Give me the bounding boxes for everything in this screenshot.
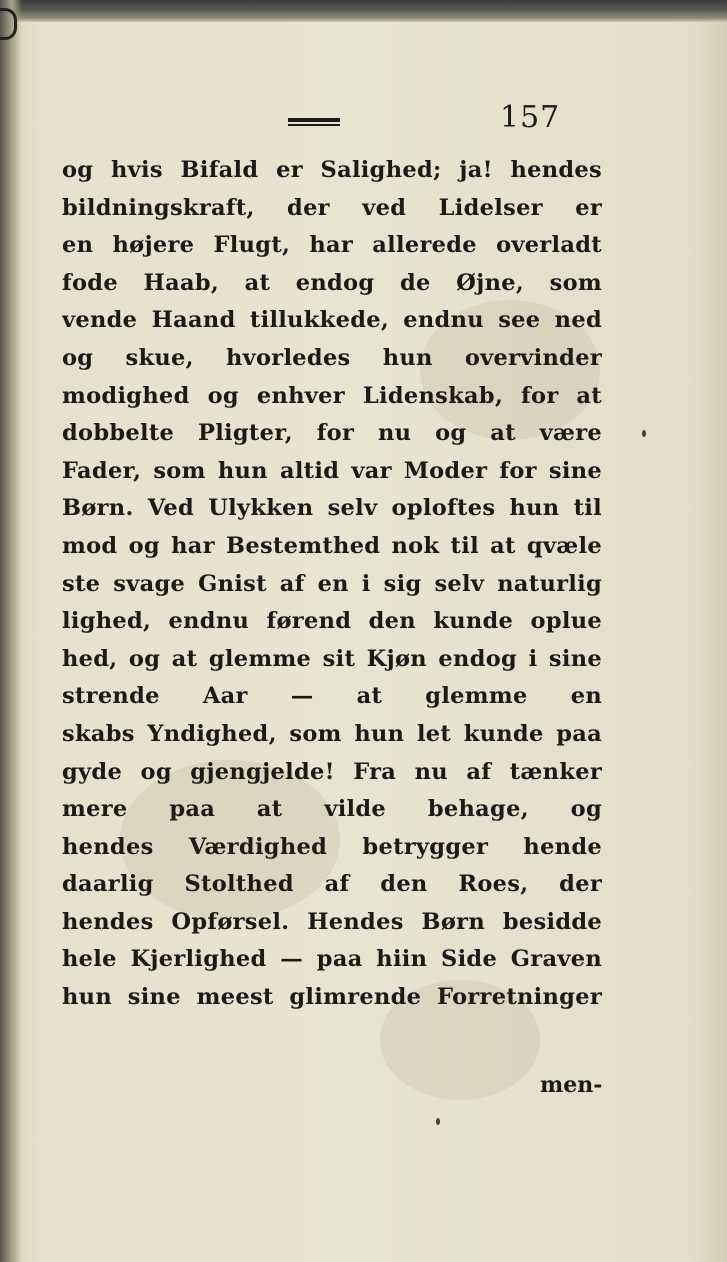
text-line: hendes Værdighed betrygger hende [62,833,602,860]
text-line: og hvis Bifald er Salighed; ja! hendes [62,157,602,183]
text-line: mere paa at vilde behage, og [62,796,602,823]
binding-clip-icon [0,8,17,40]
text-line: hun sine meest glimrende Forretninger [62,984,602,1011]
text-line: Børn. Ved Ulykken selv oploftes hun til [62,495,602,522]
ink-speck [642,430,646,437]
text-line: fode Haab, at endog de Øjne, som [62,269,602,296]
catchword: men- [540,1072,603,1098]
page-number: 157 [500,100,561,135]
text-line: mod og har Bestemthed nok til at qvæle [62,532,602,559]
text-line: vende Haand tillukkede, endnu see ned [62,307,602,334]
body-text [62,152,602,1017]
text-line: ste svage Gnist af en i sig selv naturlig [62,570,602,597]
text-line: og skue, hvorledes hun overvinder [62,344,602,371]
text-line: modighed og enhver Lidenskab, for at [62,382,602,409]
text-line: gyde og gjengjelde! Fra nu af tænker [62,758,602,785]
book-spine-shadow [0,0,22,1262]
text-line: en højere Flugt, har allerede overladt [62,232,602,259]
text-line: hele Kjerlighed — paa hiin Side Graven [62,946,602,973]
text-line: daarlig Stolthed af den Roes, der [62,871,602,898]
text-line: Fader, som hun altid var Moder for sine [62,457,602,484]
header-rule [288,118,340,126]
text-line: skabs Yndighed, som hun let kunde paa [62,720,602,747]
book-top-edge [0,0,727,22]
ink-speck [436,1118,440,1125]
text-line: hendes Opførsel. Hendes Børn besidde [62,908,602,935]
text-line: strende Aar — at glemme en [62,683,602,710]
text-line: hed, og at glemme sit Kjøn endog i sine [62,645,602,672]
text-line: dobbelte Pligter, for nu og at være [62,420,602,447]
text-line: bildningskraft, der ved Lidelser er [62,194,602,221]
text-line: lighed, endnu førend den kunde oplue [62,608,602,635]
